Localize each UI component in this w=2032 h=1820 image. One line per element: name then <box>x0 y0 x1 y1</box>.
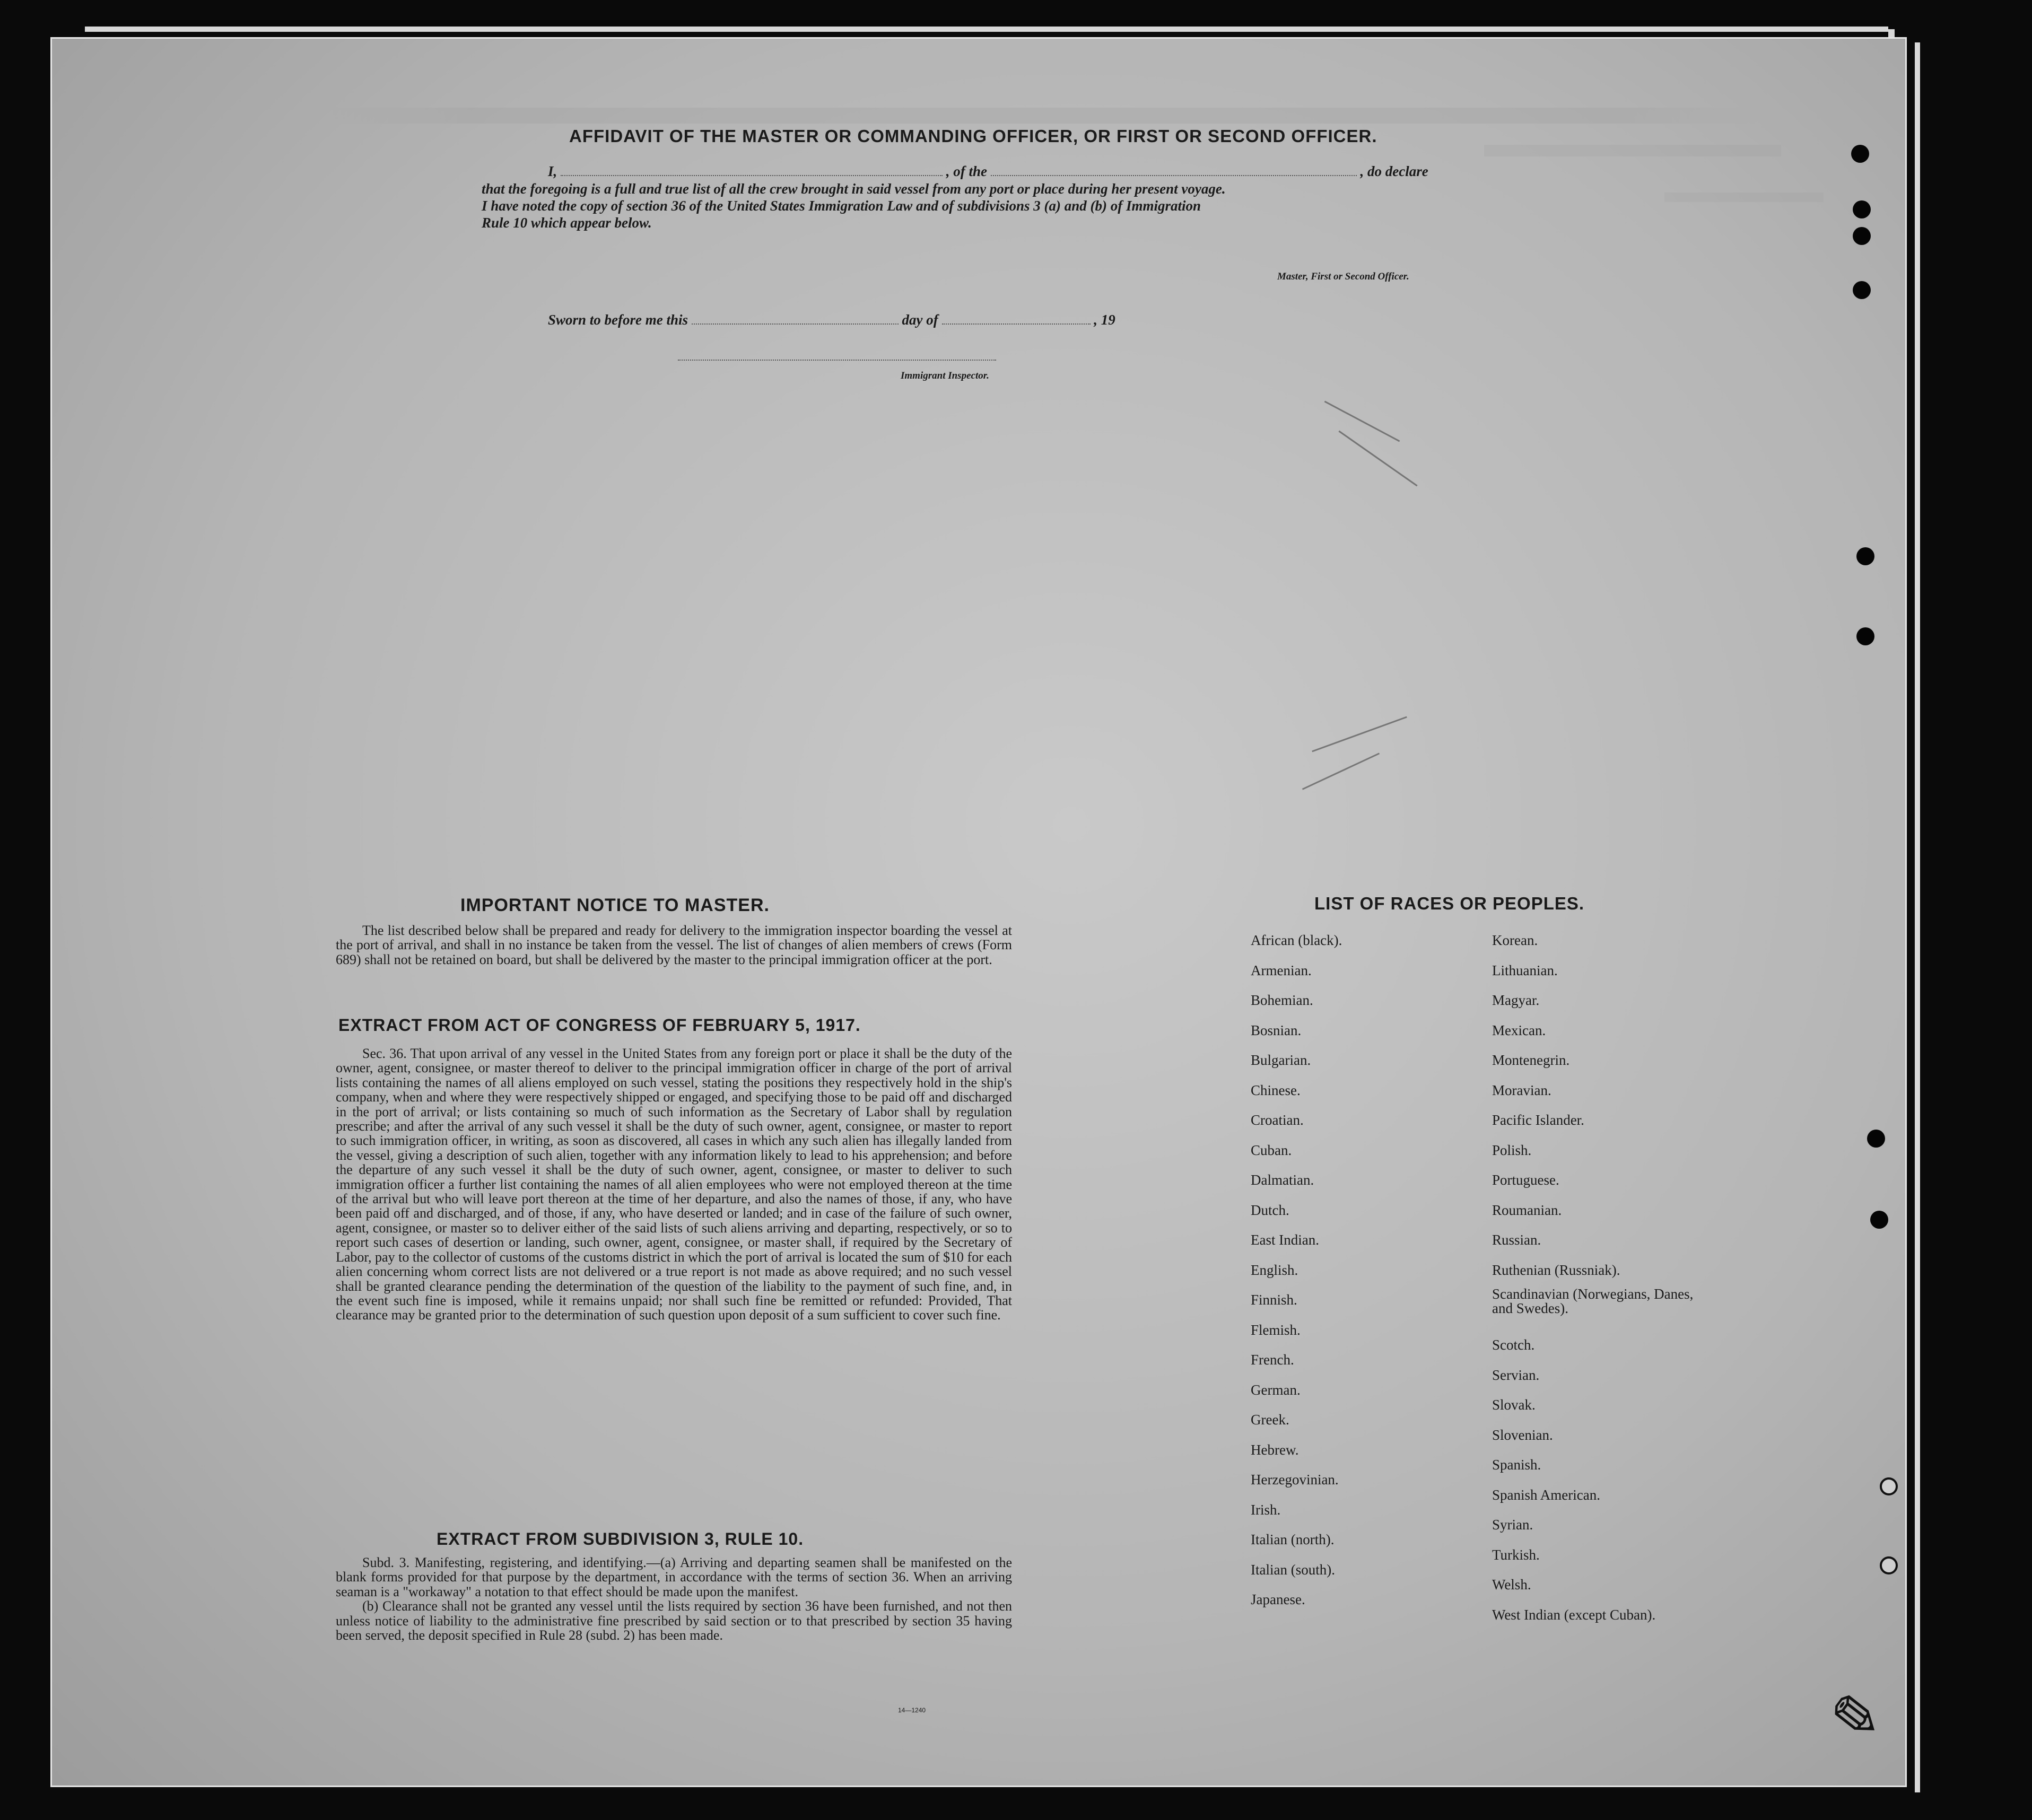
race-item: Greek. <box>1251 1412 1289 1428</box>
document-page <box>50 37 1907 1787</box>
race-item: Cuban. <box>1251 1142 1292 1158</box>
binder-hole <box>1870 1211 1888 1229</box>
race-item: French. <box>1251 1352 1294 1368</box>
race-item: Finnish. <box>1251 1292 1297 1308</box>
sworn-day-blank[interactable] <box>692 323 899 325</box>
binder-hole <box>1853 227 1871 245</box>
sworn-part-b: day of <box>902 312 938 328</box>
race-item: Spanish. <box>1492 1457 1541 1473</box>
race-item: West Indian (except Cuban). <box>1492 1606 1656 1623</box>
race-item: Chinese. <box>1251 1082 1301 1098</box>
race-item: Bulgarian. <box>1251 1052 1311 1068</box>
inspector-signature-label: Immigrant Inspector. <box>901 370 989 381</box>
race-item: English. <box>1251 1262 1298 1278</box>
vessel-blank[interactable] <box>991 175 1357 176</box>
race-item: Welsh. <box>1492 1577 1531 1592</box>
paper-edge-top <box>85 27 1888 32</box>
binder-hole <box>1853 200 1871 218</box>
affidavit-line-2: that the foregoing is a full and true list of all the crew brought in said vessel from any port or place during her present voyage. <box>482 181 1226 197</box>
affidavit-line-4: Rule 10 which appear below. <box>482 215 652 231</box>
notice-text: The list described below shall be prepared and ready for delivery to the immigration inspector boarding the vessel at the port of arrival, and shall in no instance be taken from the vessel. The list of changes of alien members of crews (Form 689) shall not be retained on board, but shall be delivered by the master to the principal immigration officer at the port. <box>336 923 1012 967</box>
race-item: Slovenian. <box>1492 1427 1553 1443</box>
binder-hole-ring <box>1880 1477 1898 1495</box>
race-item: Armenian. <box>1251 962 1312 978</box>
races-right-column <box>1492 925 1715 1630</box>
race-item: Japanese. <box>1251 1591 1305 1607</box>
race-item: Pacific Islander. <box>1492 1112 1584 1128</box>
binder-hole-ring <box>1880 1556 1898 1574</box>
races-left-column <box>1251 925 1342 1615</box>
extract-act-title: EXTRACT FROM ACT OF CONGRESS OF FEBRUARY 5, 1917. <box>338 1016 861 1035</box>
race-item: Italian (south). <box>1251 1561 1335 1578</box>
paper-edge-right-outer <box>1915 42 1920 1792</box>
race-item: Lithuanian. <box>1492 962 1558 978</box>
race-item: German. <box>1251 1381 1301 1398</box>
races-title: LIST OF RACES OR PEOPLES. <box>1314 894 1585 913</box>
race-item: Dutch. <box>1251 1202 1289 1218</box>
extract-act-text: Sec. 36. That upon arrival of any vessel in the United States from any foreign port or place it shall be the duty of the owner, agent, consignee, or master thereof to deliver to the principal immigration officer in charge of the port of arrival lists containing the names of all aliens employed on such vessel, stating the positions they respectively hold in the ship's company, when and where they were respectively shipped or engaged, and specifying those to be paid off and discharged in the port of arrival; or lists containing so much of such information as the Secretary of Labor shall by regulation prescribe; and after the arrival of any such vessel it shall be the duty of such owner, agent, consignee, or master to report to such immigration officer, in writing, as soon as discovered, all cases in which any such alien has illegally landed from the vessel, giving a description of such alien, together with any information likely to lead to his apprehension; and before the departure of any such vessel it shall be the duty of such owner, agent, consignee, or master to deliver to such immigration officer a further list containing the names of all alien employees who were not employed thereon at the time of the arrival but who will leave port thereon at the time of her departure, and also the names of those, if any, who have been paid off and discharged, and of those, if any, who have deserted or landed; and in case of the failure of such owner, agent, consignee, or master so to deliver either of the said lists of such aliens arriving and departing, respectively, or so to report such cases of desertion or landing, such owner, agent, consignee, or master shall, if required by the Secretary of Labor, pay to the collector of customs of the customs district in which the port of arrival is located the sum of $10 for each alien concerning whom correct lists are not delivered or a true report is not made as above required; and no such vessel shall be granted clearance pending the determination of the question of the liability to the payment of such fine, and, in the event such fine is imposed, while it remains unpaid; nor shall such fine be remitted or refunded: Provided, That clearance may be granted prior to the determination of such question upon deposit of a sum sufficient to cover such fine. <box>336 1046 1012 1323</box>
master-signature-label: Master, First or Second Officer. <box>1277 271 1409 282</box>
inspector-signature-line[interactable] <box>678 360 996 361</box>
race-item: Portuguese. <box>1492 1172 1559 1188</box>
sworn-month-blank[interactable] <box>942 323 1091 325</box>
race-item: Ruthenian (Russniak). <box>1492 1262 1620 1278</box>
race-item: Bosnian. <box>1251 1022 1302 1038</box>
race-item: Flemish. <box>1251 1322 1301 1338</box>
binder-hole <box>1856 547 1874 565</box>
race-item: Montenegrin. <box>1492 1052 1570 1068</box>
race-item: Russian. <box>1492 1232 1541 1248</box>
affidavit-line-1 <box>548 163 1428 180</box>
race-item: Servian. <box>1492 1367 1540 1383</box>
race-item: Slovak. <box>1492 1397 1536 1413</box>
race-item: Mexican. <box>1492 1022 1546 1038</box>
affidavit-line1-part-c: , do declare <box>1360 163 1428 179</box>
extract-rule-title: EXTRACT FROM SUBDIVISION 3, RULE 10. <box>437 1529 804 1548</box>
form-number: 14—1240 <box>898 1707 926 1714</box>
race-item: Irish. <box>1251 1501 1281 1518</box>
race-item: Moravian. <box>1492 1082 1551 1098</box>
race-item: Herzegovinian. <box>1251 1472 1339 1488</box>
handwritten-initials-mark: ✎ <box>1815 1677 1886 1762</box>
race-item: Scotch. <box>1492 1337 1535 1353</box>
race-item: Dalmatian. <box>1251 1172 1314 1188</box>
binder-hole <box>1853 281 1871 299</box>
extract-rule-text: Subd. 3. Manifesting, registering, and identifying.—(a) Arriving and departing seamen shall be manifested on the blank forms provided for that purpose by the department, in accordance with the terms of section 36. When an arriving seaman is a "workaway" a notation to that effect should be made upon the manifest. (b) Clearance shall not be granted any vessel until the lists required by section 36 have been furnished, and not then unless notice of liability to the administrative fine prescribed by said section or to that prescribed by section 35 having been served, the deposit specified in Rule 28 (subd. 2) has been made. <box>336 1555 1012 1643</box>
race-item: Turkish. <box>1492 1546 1540 1563</box>
race-item: Polish. <box>1492 1142 1532 1158</box>
affidavit-line1-part-b: , of the <box>946 163 988 179</box>
binder-hole <box>1867 1130 1885 1148</box>
race-item: African (black). <box>1251 932 1342 948</box>
sworn-part-c: , 19 <box>1094 312 1115 328</box>
sworn-line <box>548 312 1115 328</box>
sworn-part-a: Sworn to before me this <box>548 312 688 328</box>
race-item: Roumanian. <box>1492 1202 1562 1218</box>
race-item: Hebrew. <box>1251 1441 1299 1458</box>
name-blank[interactable] <box>561 175 943 176</box>
affidavit-line1-part-a: I, <box>548 163 557 179</box>
affidavit-title: AFFIDAVIT OF THE MASTER OR COMMANDING OFFICER, OR FIRST OR SECOND OFFICER. <box>569 126 1377 146</box>
race-item: East Indian. <box>1251 1232 1319 1248</box>
binder-hole <box>1851 145 1869 163</box>
race-item: Spanish American. <box>1492 1486 1600 1503</box>
binder-hole <box>1856 627 1874 645</box>
race-item: Korean. <box>1492 932 1538 948</box>
race-item: Magyar. <box>1492 992 1540 1008</box>
race-item: Croatian. <box>1251 1112 1304 1128</box>
race-item: Scandinavian (Norwegians, Danes, and Swedes). <box>1492 1286 1694 1316</box>
race-item: Italian (north). <box>1251 1532 1335 1547</box>
race-item: Bohemian. <box>1251 992 1313 1008</box>
race-item: Syrian. <box>1492 1517 1533 1533</box>
affidavit-line-3: I have noted the copy of section 36 of the United States Immigration Law and of subdivisions 3 (a) and (b) of Immigration <box>482 198 1201 214</box>
notice-title: IMPORTANT NOTICE TO MASTER. <box>460 895 770 915</box>
